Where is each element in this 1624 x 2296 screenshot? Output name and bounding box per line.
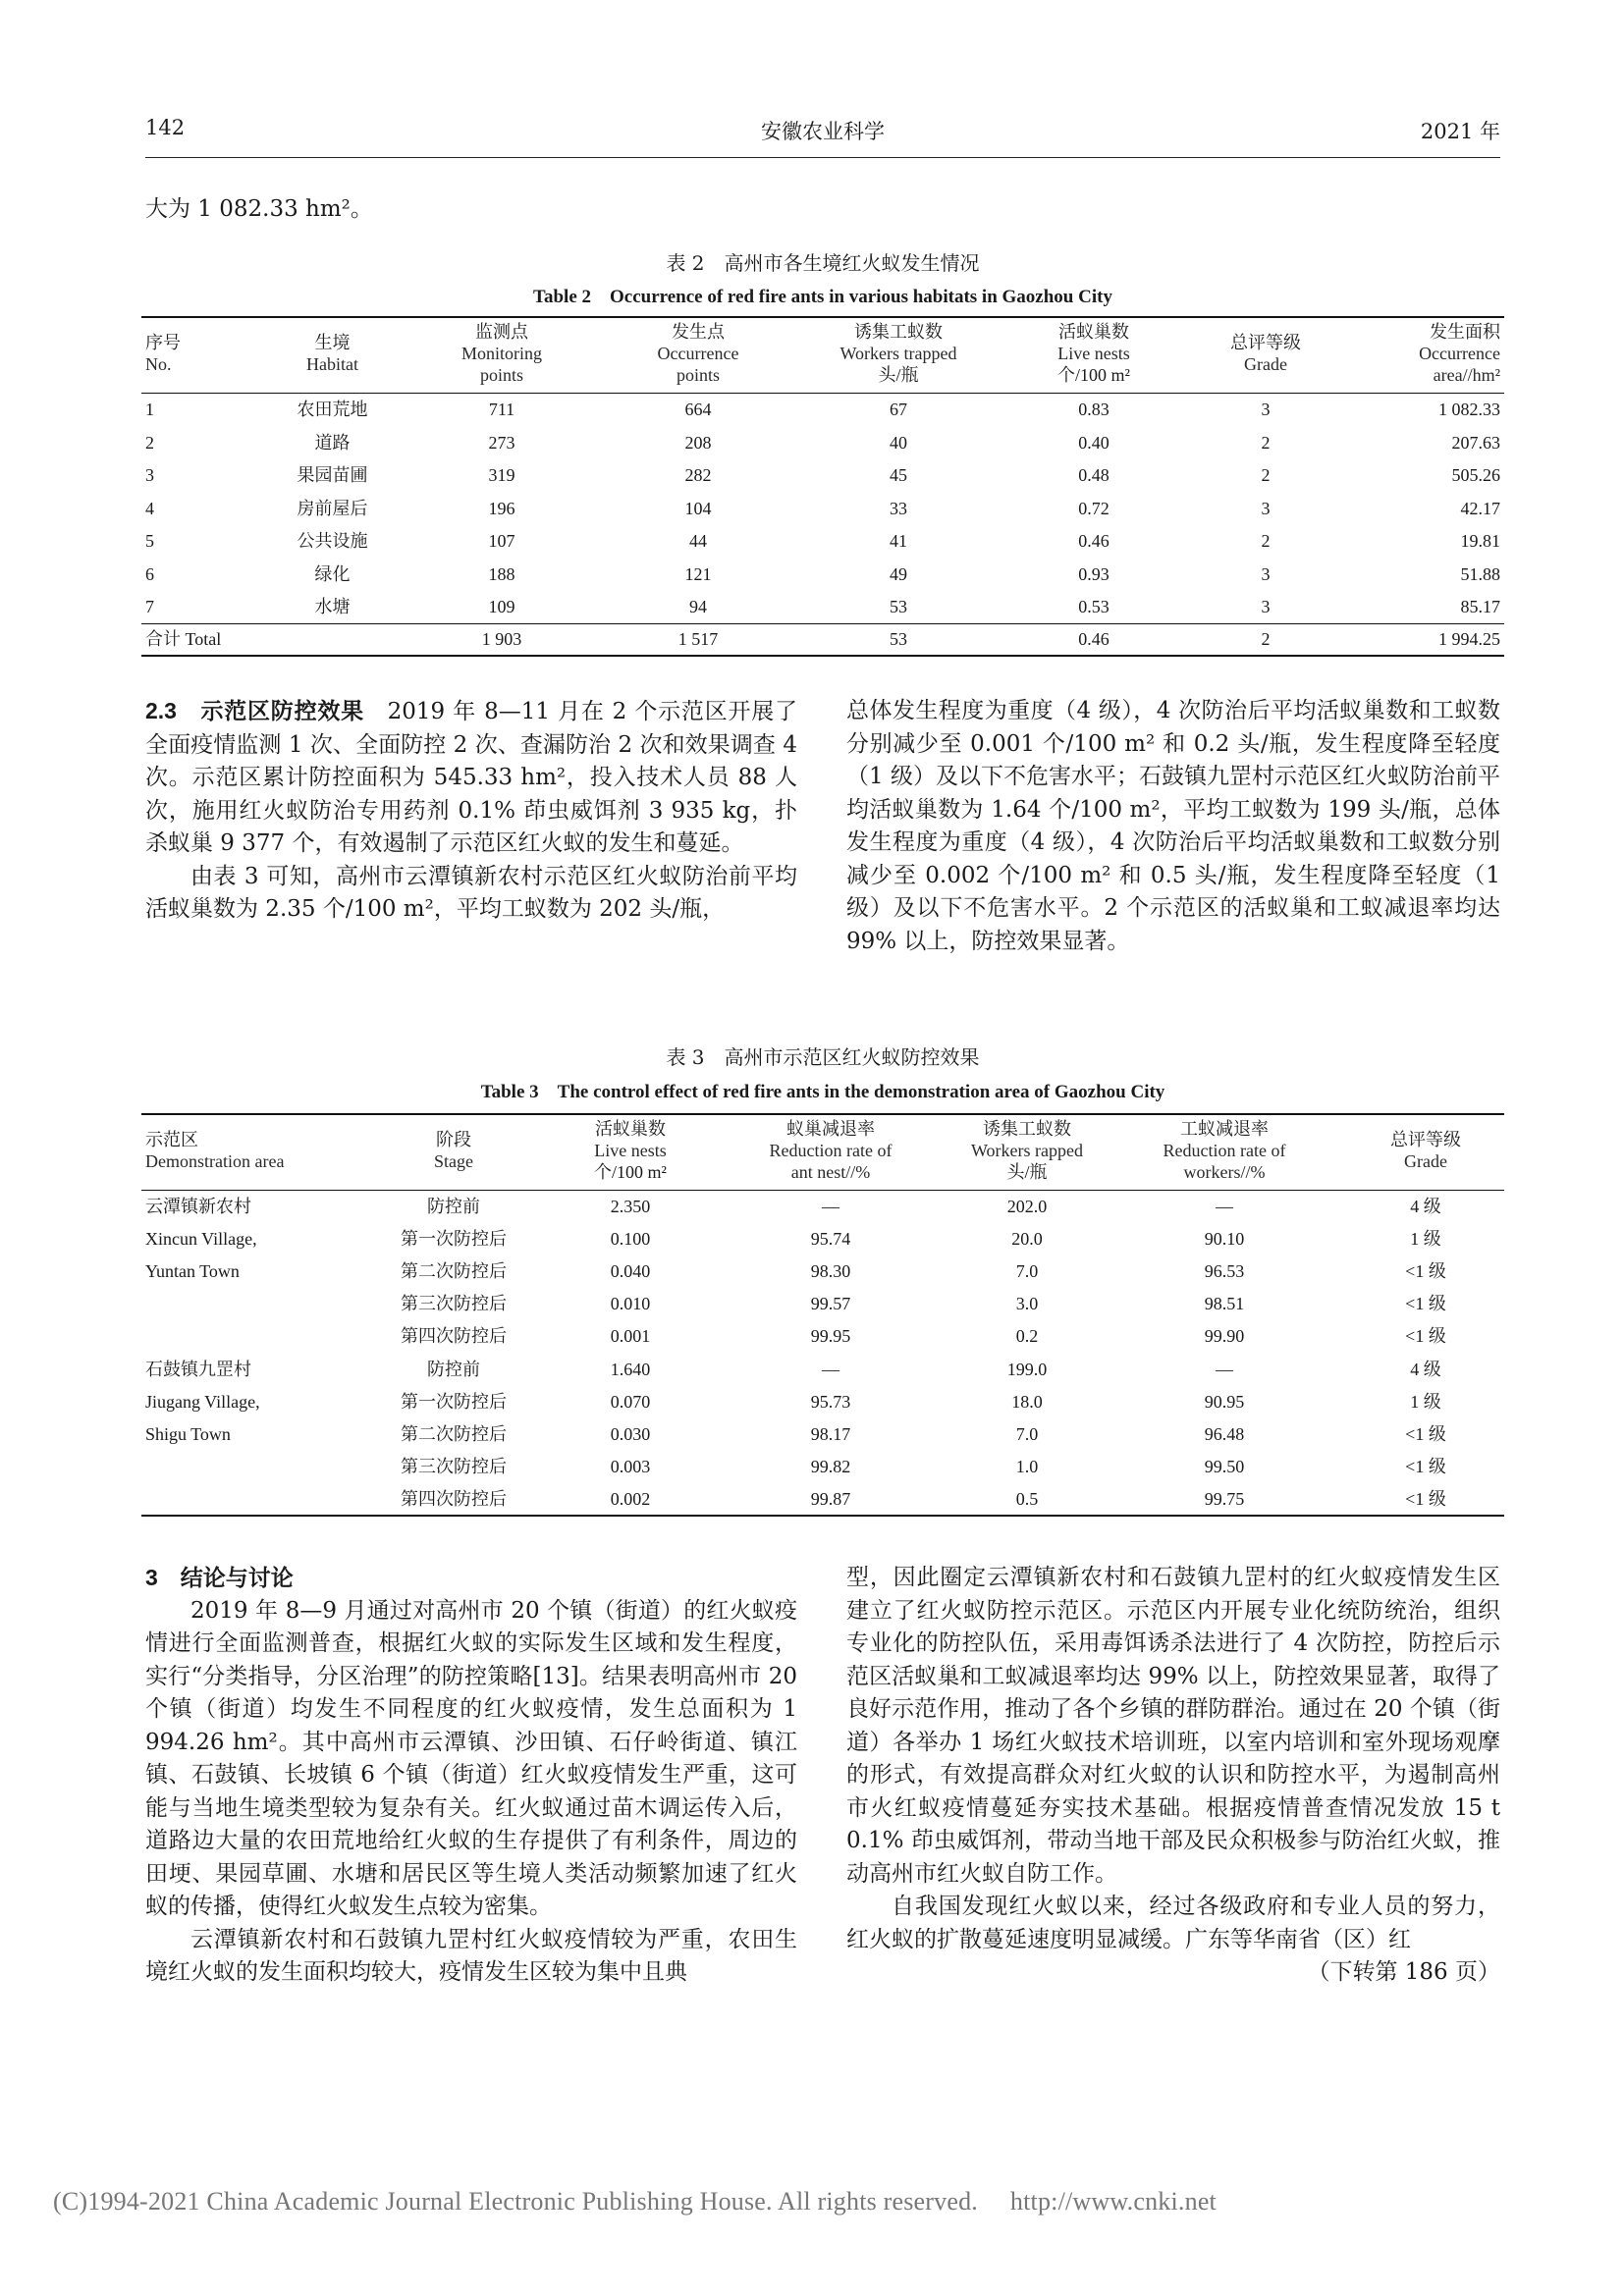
table-cell: 98.17 — [810, 1424, 851, 1445]
table-cell: 0.83 — [1078, 400, 1110, 420]
table-cell: 3 — [1261, 563, 1271, 584]
table-cell: 2 — [1261, 432, 1271, 453]
table2-header-grade — [1187, 317, 1344, 393]
table-cell: 0.5 — [1015, 1488, 1039, 1509]
header-en2: points — [676, 364, 720, 385]
table3-caption-cn: 表 3 高州市示范区红火蚁防控效果 — [666, 1045, 980, 1069]
header-rule — [145, 157, 1500, 158]
header-en2: ant nest//% — [790, 1161, 871, 1182]
header-en: Grade — [1404, 1150, 1447, 1171]
table-row — [141, 1353, 1504, 1385]
table-cell: 5 — [145, 531, 154, 552]
table2-header-habitat — [261, 317, 404, 393]
table-row — [141, 525, 1504, 559]
table2-caption-cn: 表 2 高州市各生境红火蚁发生情况 — [666, 251, 980, 275]
table-cell: 188 — [488, 563, 515, 584]
header-en: Reduction rate of — [769, 1140, 893, 1160]
table2-body — [141, 393, 1504, 655]
header-en: Grade — [1244, 353, 1287, 374]
table-cell: 96.53 — [1204, 1261, 1245, 1282]
table-cell: 7 — [145, 597, 154, 617]
table3-header-nest-reduction — [709, 1114, 952, 1190]
table-cell: Shigu Town — [145, 1424, 231, 1445]
table-total-row — [141, 624, 1504, 656]
table-cell: 0.2 — [1015, 1326, 1039, 1347]
table2-header-monitoring — [404, 317, 600, 393]
header-en: Live nests — [1057, 343, 1130, 363]
table-cell: 0.100 — [610, 1228, 651, 1249]
table-cell: 1 级 — [1410, 1391, 1441, 1412]
table-cell: 0.001 — [610, 1326, 651, 1347]
header-en: Occurrence — [657, 343, 739, 363]
table-cell: 99.82 — [810, 1457, 851, 1477]
table-cell: 1 082.33 — [1438, 400, 1500, 420]
continued-note: （下转第 186 页） — [1307, 1959, 1500, 1985]
header-cn: 序号 — [145, 332, 181, 352]
table-cell: 2 — [145, 432, 154, 453]
table-cell: 95.74 — [810, 1228, 851, 1249]
table-cell: 石鼓镇九罡村 — [145, 1359, 251, 1379]
header-en: Habitat — [306, 353, 358, 374]
table-cell: 90.95 — [1204, 1391, 1245, 1412]
table2-header-no — [141, 317, 261, 393]
section3-right-paragraph2: 自我国发现红火蚁以来，经过各级政府和专业人员的努力，红火蚁的扩散蔓延速度明显减缓。广东等华南省（区）红 — [846, 1894, 1500, 1952]
table-cell: 1.640 — [610, 1359, 651, 1379]
table3-header-nests — [552, 1114, 709, 1190]
table-cell: 1 517 — [677, 629, 719, 650]
header-cn: 诱集工蚁数 — [983, 1119, 1071, 1139]
table-cell: 207.63 — [1451, 432, 1500, 453]
table-cell: 51.88 — [1460, 563, 1500, 584]
table-cell: 282 — [684, 465, 712, 486]
table-cell: 合计 Total — [145, 629, 222, 650]
table2-header-occurrence — [600, 317, 796, 393]
table-row — [141, 1223, 1504, 1255]
table3-header-workers — [952, 1114, 1102, 1190]
header-cn: 活蚁巢数 — [1058, 322, 1129, 342]
table-cell: 505.26 — [1451, 465, 1500, 486]
table-cell: 0.46 — [1078, 531, 1110, 552]
table3-header-stage — [355, 1114, 552, 1190]
table-cell: 1.0 — [1015, 1457, 1039, 1477]
table-cell: 2 — [1261, 465, 1271, 486]
table-cell: 199.0 — [1006, 1359, 1048, 1379]
table-cell: 防控前 — [427, 1196, 480, 1216]
table2 — [141, 316, 1504, 657]
page-number: 142 — [145, 116, 186, 139]
section3-paragraph2: 云潭镇新农村和石鼓镇九罡村红火蚁疫情较为严重，农田生境红火蚁的发生面积均较大，疫情发生区较为集中且典 — [145, 1926, 797, 1985]
table-cell: 第四次防控后 — [401, 1488, 507, 1509]
table-row — [141, 1288, 1504, 1320]
continuation-text: 大为 1 082.33 hm²。 — [145, 196, 373, 222]
table-cell: 0.40 — [1078, 432, 1110, 453]
header-en2: 个/100 m² — [594, 1161, 667, 1182]
journal-name: 安徽农业科学 — [761, 120, 885, 143]
table-cell: 农田荒地 — [297, 400, 368, 420]
table-cell: 98.51 — [1204, 1294, 1245, 1314]
header-cn: 生境 — [314, 332, 351, 352]
table-row — [141, 1451, 1504, 1483]
table-row — [141, 1385, 1504, 1417]
section3-heading: 3 结论与讨论 — [145, 1565, 294, 1590]
section23-paragraph2: 由表 3 可知，高州市云潭镇新农村示范区红火蚁防治前平均活蚁巢数为 2.35 个/100 m²，平均工蚁数为 202 头/瓶， — [145, 863, 797, 922]
table-cell: 99.50 — [1204, 1457, 1245, 1477]
table-row — [141, 426, 1504, 459]
table2-header-workers — [796, 317, 1001, 393]
table-cell: 1 903 — [481, 629, 522, 650]
header-en: Occurrence — [1419, 343, 1500, 363]
table-cell: 53 — [890, 597, 907, 617]
table-cell: 4 级 — [1410, 1359, 1441, 1379]
table-cell: 202.0 — [1006, 1196, 1048, 1216]
table-row — [141, 393, 1504, 426]
table-cell: 防控前 — [427, 1359, 480, 1379]
header-en2: workers//% — [1183, 1161, 1266, 1182]
table-cell: <1 级 — [1405, 1261, 1446, 1282]
table-cell: <1 级 — [1405, 1294, 1446, 1314]
header-cn: 活蚁巢数 — [595, 1119, 666, 1139]
table-cell: 0.010 — [610, 1294, 651, 1314]
table-cell: 99.75 — [1204, 1488, 1245, 1509]
header-cn: 工蚁减退率 — [1180, 1119, 1269, 1139]
table-cell: 果园苗圃 — [297, 465, 368, 486]
table-cell: Yuntan Town — [145, 1261, 240, 1282]
running-header — [145, 116, 1500, 155]
table-cell: 41 — [890, 531, 907, 552]
table-cell — [141, 1483, 355, 1516]
table-cell: 3 — [145, 465, 154, 486]
header-en: Stage — [434, 1150, 473, 1171]
table-cell: 99.95 — [810, 1326, 851, 1347]
table-cell: 109 — [488, 597, 515, 617]
header-en: Reduction rate of — [1163, 1140, 1286, 1160]
header-en2: 头/瓶 — [1006, 1161, 1048, 1182]
table-cell: 0.003 — [610, 1457, 651, 1477]
table-cell: 44 — [689, 531, 707, 552]
table-row — [141, 1320, 1504, 1353]
table-row — [141, 1418, 1504, 1451]
table-row — [141, 1190, 1504, 1222]
table-cell: 319 — [488, 465, 515, 486]
table-cell: 94 — [689, 597, 707, 617]
table-cell: <1 级 — [1405, 1424, 1446, 1445]
table-cell: Jiugang Village, — [145, 1391, 260, 1412]
table3-header-worker-reduction — [1102, 1114, 1347, 1190]
table-cell: 绿化 — [314, 563, 351, 584]
table-cell: 3 — [1261, 400, 1271, 420]
header-cn: 示范区 — [145, 1129, 198, 1149]
table-cell: 道路 — [314, 432, 351, 453]
table-cell: 20.0 — [1011, 1228, 1043, 1249]
table-cell: 273 — [488, 432, 515, 453]
table-cell: 53 — [890, 629, 907, 650]
table-cell: 2 — [1261, 531, 1271, 552]
table-cell: 1 — [145, 400, 154, 420]
table-cell: 0.002 — [610, 1488, 651, 1509]
table-cell: Xincun Village, — [145, 1228, 257, 1249]
table-cell: 0.72 — [1078, 498, 1110, 518]
table-row — [141, 459, 1504, 493]
table-cell: 4 — [145, 498, 154, 518]
table-cell — [261, 624, 404, 656]
header-en: Workers rapped — [970, 1140, 1083, 1160]
table3-caption-en: Table 3 The control effect of red fire ants in the demonstration area of Gaozhou City — [480, 1082, 1165, 1102]
section3-left-column — [145, 1562, 797, 1990]
header-en: Demonstration area — [145, 1150, 285, 1171]
table-cell: 0.48 — [1078, 465, 1110, 486]
table-cell: 42.17 — [1460, 498, 1500, 518]
header-cn: 总评等级 — [1230, 332, 1301, 352]
table-cell: <1 级 — [1405, 1457, 1446, 1477]
table-row — [141, 492, 1504, 525]
table-cell: 99.87 — [810, 1488, 851, 1509]
table3-body — [141, 1190, 1504, 1516]
table-cell: — — [1216, 1196, 1233, 1216]
section3-right-paragraph1: 型，因此圈定云潭镇新农村和石鼓镇九罡村的红火蚁疫情发生区建立了红火蚁防控示范区。示范区内开展专业化统防统治，组织专业化的防控队伍，采用毒饵诱杀法进行了 4 次防控，防控后示范区活蚁巢和工蚁减退率均达 99% 以上，防控效果显著，取得了良好示范作用，推动了各个乡镇的群防群治。通过在 20 个镇（街道）各举办 1 场红火蚁技术培训班，以室内培训和室外现场观摩的形式，有效提高群众对红火蚁的认识和防控水平，为遏制高州市火红蚁疫情蔓延夯实技术基础。根据疫情普查情况发放 15 t 0.1% 茚虫威饵剂，带动当地干部及民众积极参与防治红火蚁，推动高州市红火蚁自防工作。 — [846, 1565, 1500, 1887]
table-row — [141, 591, 1504, 624]
table-cell: 19.81 — [1460, 531, 1500, 552]
table-cell: 第三次防控后 — [401, 1294, 507, 1314]
table-cell: 第一次防控后 — [401, 1228, 507, 1249]
table-cell: 6 — [145, 563, 154, 584]
table-cell: 0.53 — [1078, 597, 1110, 617]
section3-paragraph1: 2019 年 8—9 月通过对高州市 20 个镇（街道）的红火蚁疫情进行全面监测普查，根据红火蚁的实际发生区域和发生程度，实行“分类指导，分区治理”的防控策略[13]。结果表明高州市 20 个镇（街道）均发生不同程度的红火蚁疫情，发生总面积为 1 994.26 hm²。其中高州市云潭镇、沙田镇、石仔岭街道、镇江镇、石鼓镇、长坡镇 6 个镇（街道）红火蚁疫情发生严重，这可能与当地生境类型较为复杂有关。红火蚁通过苗木调运传入后，道路边大量的农田荒地给红火蚁的生存提供了有利条件，周边的田埂、果园草圃、水塘和居民区等生境人类活动频繁加速了红火蚁的传播，使得红火蚁发生点较为密集。 — [145, 1597, 797, 1919]
table-cell: 95.73 — [810, 1391, 851, 1412]
header-en: Workers trapped — [839, 343, 957, 363]
table-row — [141, 1483, 1504, 1516]
header-en: No. — [145, 353, 172, 374]
table-cell: 第四次防控后 — [401, 1326, 507, 1347]
table3-header-area — [141, 1114, 355, 1190]
copyright-footer: (C)1994-2021 China Academic Journal Electronic Publishing House. All rights reserved. http://www.cnki.net — [53, 2187, 1217, 2216]
table-cell: 99.57 — [810, 1294, 851, 1314]
table-cell: 7.0 — [1015, 1424, 1039, 1445]
table2-caption-en: Table 2 Occurrence of red fire ants in various habitats in Gaozhou City — [533, 287, 1112, 307]
table-row — [141, 558, 1504, 591]
table3-header-grade — [1347, 1114, 1504, 1190]
table-cell: 0.93 — [1078, 563, 1110, 584]
table-cell: — — [1216, 1359, 1233, 1379]
table-cell: 664 — [684, 400, 712, 420]
table-cell: 0.040 — [610, 1261, 651, 1282]
table-cell: <1 级 — [1405, 1326, 1446, 1347]
table-cell: 公共设施 — [297, 531, 368, 552]
table-cell: 45 — [890, 465, 907, 486]
table-cell: 208 — [684, 432, 712, 453]
table2-header-row — [141, 317, 1504, 393]
table-cell: 711 — [488, 400, 515, 420]
header-cn: 发生面积 — [1430, 322, 1500, 342]
table-cell: 1 级 — [1410, 1228, 1441, 1249]
table-cell: 2.350 — [610, 1196, 651, 1216]
header-en2: points — [479, 364, 523, 385]
header-cn: 总评等级 — [1390, 1129, 1461, 1149]
header-cn: 蚁巢减退率 — [786, 1119, 875, 1139]
section3-right-column — [846, 1562, 1500, 1990]
table-cell: <1 级 — [1405, 1488, 1446, 1509]
table-cell: 第三次防控后 — [401, 1457, 507, 1477]
table-cell: 4 级 — [1410, 1196, 1441, 1216]
table-cell: 第二次防控后 — [401, 1424, 507, 1445]
header-en2: 头/瓶 — [878, 364, 919, 385]
header-cn: 监测点 — [475, 322, 528, 342]
header-cn: 发生点 — [672, 322, 725, 342]
table-cell: 90.10 — [1204, 1228, 1245, 1249]
table-cell: 0.46 — [1078, 629, 1110, 650]
table-cell: 33 — [890, 498, 907, 518]
table-cell: 196 — [488, 498, 515, 518]
table3-header-row — [141, 1114, 1504, 1190]
table-cell: 第二次防控后 — [401, 1261, 507, 1282]
table-cell: 7.0 — [1015, 1261, 1039, 1282]
table-cell: 67 — [890, 400, 907, 420]
header-en2: area//hm² — [1433, 364, 1500, 385]
table-cell: 水塘 — [314, 597, 351, 617]
table-cell: 3 — [1261, 498, 1271, 518]
table-cell: — — [822, 1359, 839, 1379]
table-cell: 0.070 — [610, 1391, 651, 1412]
section23-right-column — [846, 695, 1500, 958]
table-cell: 18.0 — [1011, 1391, 1043, 1412]
table-cell — [141, 1451, 355, 1483]
section23-left-column — [145, 695, 797, 927]
table-cell: 3 — [1261, 597, 1271, 617]
table2-header-nests — [1001, 317, 1187, 393]
section23-heading: 2.3 示范区防控效果 — [145, 698, 364, 723]
table-cell: 房前屋后 — [297, 498, 368, 518]
table-cell: 云潭镇新农村 — [145, 1196, 251, 1216]
table-cell — [141, 1320, 355, 1353]
table-cell: 49 — [890, 563, 907, 584]
table-cell: 96.48 — [1204, 1424, 1245, 1445]
section23-right-text: 总体发生程度为重度（4 级），4 次防治后平均活蚁巢数和工蚁数分别减少至 0.001 个/100 m² 和 0.2 头/瓶，发生程度降至轻度（1 级）及以下不危害水平；石鼓镇九罡村示范区红火蚁防治前平均活蚁巢数为 1.64 个/100 m²，平均工蚁数为 199 头/瓶，总体发生程度为重度（4 级），4 次防治后平均活蚁巢数和工蚁数分别减少至 0.002 个/100 m² 和 0.5 头/瓶，发生程度降至轻度（1 级）及以下不危害水平。2 个示范区的活蚁巢和工蚁减退率均达 99% 以上，防控效果显著。 — [846, 698, 1500, 954]
table-cell — [141, 1288, 355, 1320]
header-cn: 诱集工蚁数 — [854, 322, 943, 342]
section23-paragraph1: 2019 年 8—11 月在 2 个示范区开展了全面疫情监测 1 次、全面防控 2 次、查漏防治 2 次和效果调查 4 次。示范区累计防控面积为 545.33 hm²，投入技术人员 88 人次，施用红火蚁防治专用药剂 0.1% 茚虫威饵剂 3 935 kg，扑杀蚁巢 9 377 个，有效遏制了示范区红火蚁的发生和蔓延。 — [145, 699, 797, 856]
header-en: Live nests — [594, 1140, 667, 1160]
table-cell: 40 — [890, 432, 907, 453]
table-cell: 104 — [684, 498, 712, 518]
table2-header-area — [1344, 317, 1504, 393]
header-en: Monitoring — [460, 343, 542, 363]
table-cell: 85.17 — [1460, 597, 1500, 617]
table-cell: 121 — [684, 563, 712, 584]
table-cell: — — [822, 1196, 839, 1216]
table-cell: 1 994.25 — [1438, 629, 1500, 650]
table-cell: 第一次防控后 — [401, 1391, 507, 1412]
journal-year: 2021 年 — [1420, 120, 1500, 143]
table-cell: 107 — [488, 531, 515, 552]
table-cell: 2 — [1261, 629, 1271, 650]
table-cell: 98.30 — [810, 1261, 851, 1282]
table-cell: 0.030 — [610, 1424, 651, 1445]
table3 — [141, 1113, 1504, 1517]
table-cell: 99.90 — [1204, 1326, 1245, 1347]
header-cn: 阶段 — [436, 1129, 471, 1149]
table-row — [141, 1255, 1504, 1288]
table-cell: 3.0 — [1015, 1294, 1039, 1314]
header-en2: 个/100 m² — [1057, 364, 1130, 385]
